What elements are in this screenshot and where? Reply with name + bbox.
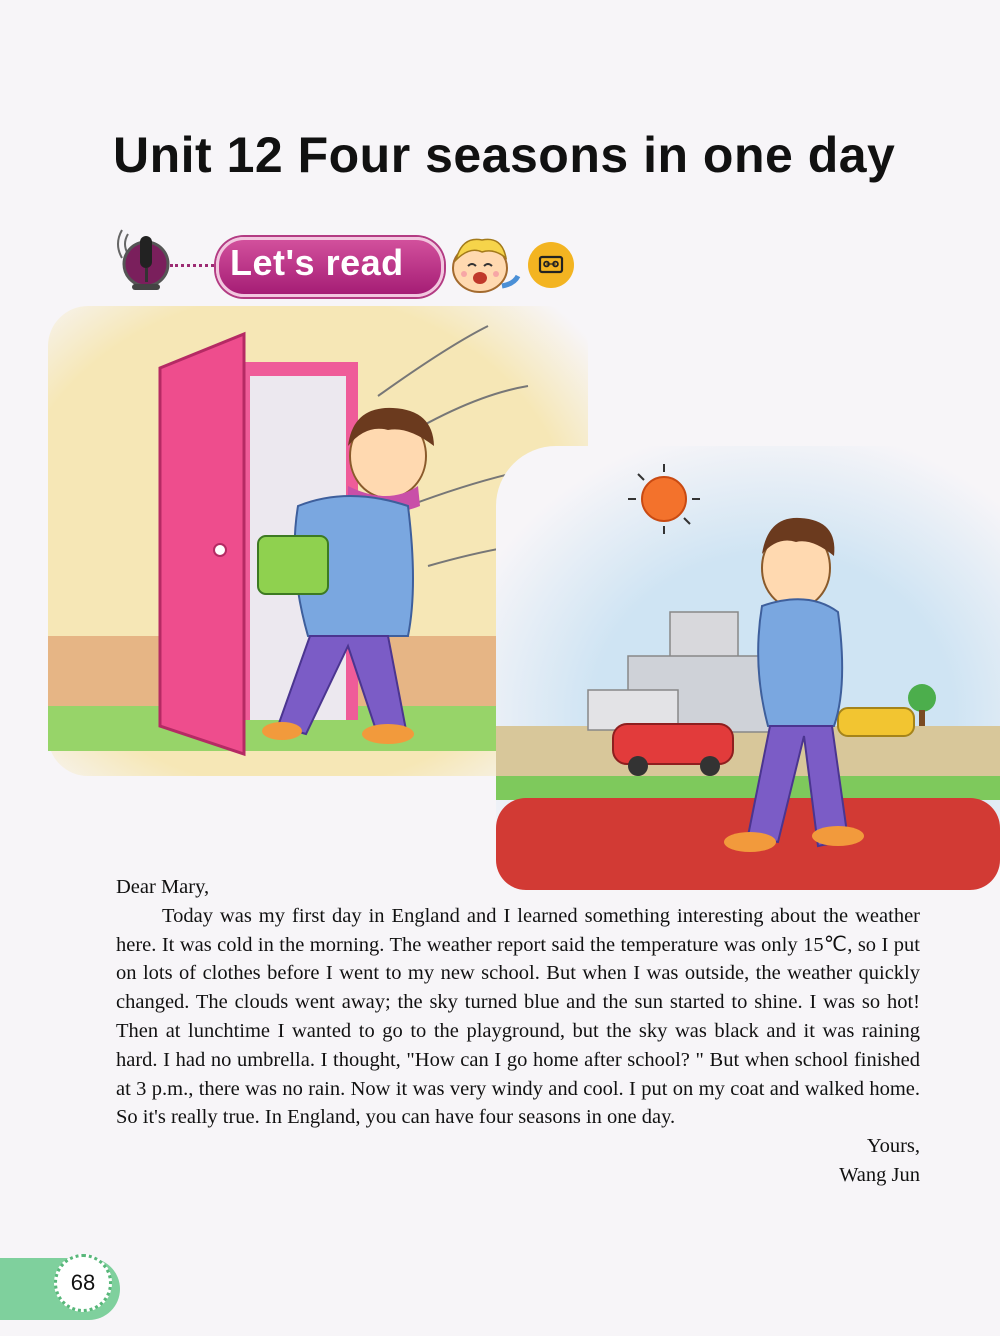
section-header [112,212,592,302]
letter-signature: Wang Jun [839,1163,920,1186]
cassette-tape-icon [528,242,574,288]
letter-body: Today was my first day in England and I learned something interesting about the weather here. It was cold in the morning. The weather report said the temperature was only 15℃, so I put on lots of clothes before I went to my new school. But when I was outside, the weather quickly changed. The clouds went away; the sky turned blue and the sun started to shine. I was so hot! Then at lunchtime I wanted to go to the playground, but the sky was black and it was raining hard. I had no umbrella. I thought, "How can I go home after school? " But when school finished at 3 p.m., there was no rain. Now it was very windy and cool. I put on my coat and walked home. So it's really true. In England, you can have four seasons in one day. [116,904,920,1129]
story-illustration [48,306,1000,890]
letter-greeting: Dear Mary, [116,876,210,898]
microphone-icon [112,212,172,298]
letter [116,873,920,1190]
letter-closing: Yours, [866,1135,920,1158]
section-label: Let's read [230,242,404,283]
audio-badge[interactable] [528,242,574,288]
child-face-icon [442,230,522,296]
page-number: 68 [54,1254,112,1312]
page-title: Unit 12 Four seasons in one day [113,127,896,183]
